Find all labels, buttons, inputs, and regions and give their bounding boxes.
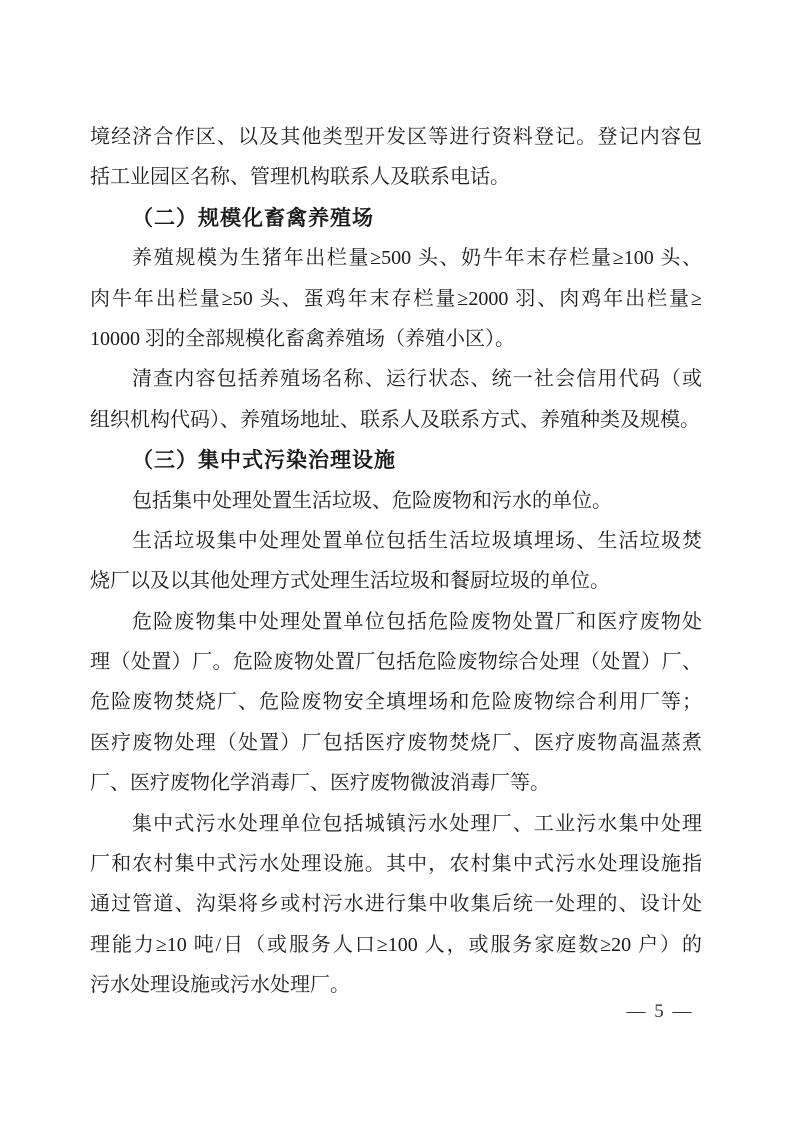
paragraph-line: 烧厂以及以其他处理方式处理生活垃圾和餐厨垃圾的单位。 (90, 570, 610, 593)
paragraph-line: 肉牛年出栏量≥50 头、蛋鸡年末存栏量≥2000 羽、肉鸡年出栏量≥ (90, 287, 702, 310)
paragraph-line: 污水处理设施或污水处理厂。 (90, 974, 350, 997)
paragraph-line: 厂和农村集中式污水处理设施。其中，农村集中式污水处理设施指 (90, 853, 702, 876)
paragraph-line: 集中式污水处理单位包括城镇污水处理厂、工业污水集中处理 (132, 812, 702, 835)
paragraph-line: 理能力≥10 吨/日（或服务人口≥100 人，或服务家庭数≥20 户）的 (90, 933, 702, 956)
section-heading: （三）集中式污染治理设施 (132, 448, 396, 473)
paragraph-line: 10000 羽的全部规模化畜禽养殖场（养殖小区）。 (90, 327, 515, 350)
paragraph-line: 理（处置）厂。危险废物处置厂包括危险废物综合处理（处置）厂、 (90, 651, 702, 674)
paragraph-line: 医疗废物处理（处置）厂包括医疗废物焚烧厂、医疗废物高温蒸煮 (90, 731, 702, 754)
paragraph-line: 清查内容包括养殖场名称、运行状态、统一社会信用代码（或 (132, 368, 702, 391)
paragraph-line: 境经济合作区、以及其他类型开发区等进行资料登记。登记内容包 (90, 126, 702, 148)
document-body (90, 117, 702, 1006)
paragraph-line: 生活垃圾集中处理处置单位包括生活垃圾填埋场、生活垃圾焚 (132, 529, 702, 552)
paragraph-line: 包括集中处理处置生活垃圾、危险废物和污水的单位。 (132, 489, 612, 512)
page-number: — 5 — (626, 1001, 694, 1022)
paragraph-line: 危险废物焚烧厂、危险废物安全填埋场和危险废物综合利用厂等； (90, 691, 702, 714)
paragraph-line: 组织机构代码）、养殖场地址、联系人及联系方式、养殖种类及规模。 (90, 408, 700, 431)
section-heading: （二）规模化畜禽养殖场 (132, 205, 374, 230)
paragraph-line: 危险废物集中处理处置单位包括危险废物处置厂和医疗废物处 (132, 610, 702, 633)
paragraph-line: 通过管道、沟渠将乡或村污水进行集中收集后统一处理的、设计处 (90, 893, 702, 916)
paragraph-line: 厂、医疗废物化学消毒厂、医疗废物微波消毒厂等。 (90, 772, 550, 795)
paragraph-line: 括工业园区名称、管理机构联系人及联系电话。 (90, 166, 510, 189)
paragraph-line: 养殖规模为生猪年出栏量≥500 头、奶牛年末存栏量≥100 头、 (132, 247, 702, 270)
